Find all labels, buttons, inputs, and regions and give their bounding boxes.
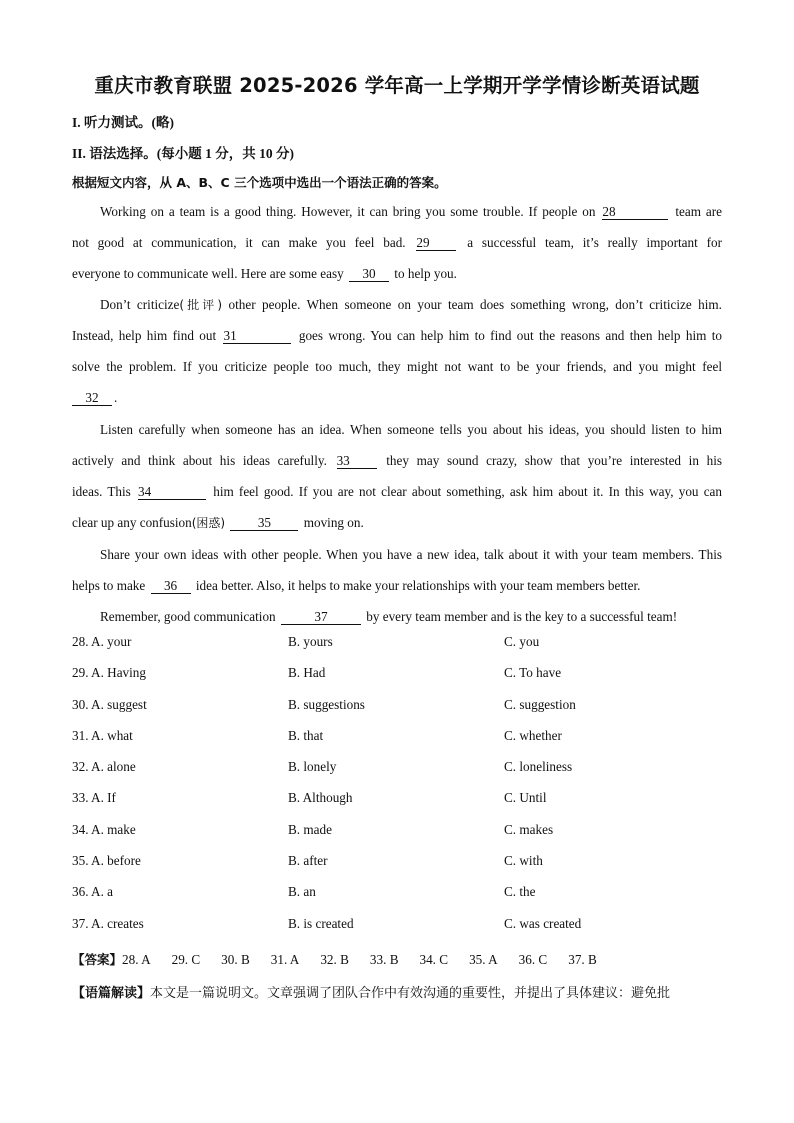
option-b: B. Although [288,790,353,806]
option-a: 36. A. a [72,884,114,900]
passage-line: everyone to communicate well. Here are some easy 30 to help you. [72,266,457,281]
passage-paragraph-5 [72,601,722,632]
option-c: C. the [504,884,536,900]
option-a: 28. A. your [72,634,132,649]
page-title: 重庆市教育联盟 2025-2026 学年高一上学期开学学情诊断英语试题 [94,74,700,97]
passage-analysis [72,982,722,1001]
answer-key [72,950,722,968]
passage-line: solve the problem. If you criticize people too much, they might not want to be your friends, and you might feel [72,359,722,374]
option-row-31 [72,728,722,759]
option-b: B. Had [288,665,326,681]
passage-line: Instead, help him find out 31 goes wrong. You can help him to find out the reasons and then help him to [72,328,723,343]
passage-line: Don’t criticize(批评) other people. When someone on your team does something wrong, don’t criticize him. [100,297,722,312]
analysis-tag: 【语篇解读】 [72,986,151,1001]
option-c: C. with [504,853,543,869]
passage-line: Share your own ideas with other people. When you have a new idea, talk about it with your team members. This [100,547,722,562]
option-c: C. To have [504,665,562,681]
blank-36: 36 [151,578,191,594]
blank-29: 29 [416,235,456,251]
passage-paragraph-3 [72,414,722,538]
option-row-35 [72,853,722,884]
passage-paragraph-4 [72,539,722,601]
answer-item: 28. A [122,952,151,967]
blank-30: 30 [349,266,389,282]
option-c: C. whether [504,727,562,743]
answer-tag: 【答案】 [72,952,123,967]
blank-37: 37 [281,609,361,625]
passage-line: helps to make 36 idea better. Also, it helps to make your relationships with your team members better. [72,578,641,593]
option-row-36 [72,884,722,915]
option-b: B. is created [288,915,354,931]
blank-35: 35 [230,515,298,531]
answer-item: 32. B [320,952,349,967]
option-a: 32. A. alone [72,759,136,775]
blank-33: 33 [337,453,377,469]
option-a: 37. A. creates [72,915,144,931]
answer-item: 34. C [419,952,449,967]
answer-item: 30. B [221,952,250,967]
passage-line: clear up any confusion(困惑) 35 moving on. [72,515,364,530]
option-b: B. made [288,821,332,837]
blank-28: 28 [602,204,668,220]
analysis-text: 本文是一篇说明文。文章强调了团队合作中有效沟通的重要性，并提出了具体建议：避免批 [150,986,671,1001]
option-b: B. that [288,727,324,743]
option-c: C. Until [504,790,547,806]
passage-paragraph-2 [72,289,722,413]
passage-line: Remember, good communication 37 by every team member and is the key to a successful team! [100,609,678,624]
option-row-37 [72,916,722,947]
option-c: C. loneliness [504,759,573,775]
passage-line: 32 . [72,382,722,413]
blank-31: 31 [223,328,291,344]
answer-item: 37. B [568,952,597,967]
option-b: B. an [288,884,316,900]
passage-line: not good at communication, it can make you feel bad. 29 a successful team, it’s really important for [72,235,722,250]
option-a: 35. A. before [72,853,141,869]
options-list [72,634,722,947]
option-a: 29. A. Having [72,665,146,681]
option-c: C. suggestion [504,696,576,712]
passage-line: ideas. This 34 him feel good. If you are not clear about something, ask him about it. In this way, you can [72,484,723,499]
option-row-32 [72,759,722,790]
blank-32: 32 [72,390,112,406]
option-row-30 [72,697,722,728]
section-grammar-heading: II. 语法选择。(每小题 1 分，共 10 分) [72,146,294,161]
option-a: 30. A. suggest [72,696,147,712]
option-row-33 [72,790,722,821]
answer-item: 33. B [369,952,399,967]
option-c: C. you [504,634,540,649]
option-a: 33. A. If [72,790,116,806]
option-row-28 [72,634,722,665]
option-b: B. after [288,853,328,869]
option-c: C. was created [504,915,582,931]
option-b: B. lonely [288,759,337,775]
option-b: B. yours [288,634,333,649]
passage-line: actively and think about his ideas carefully. 33 they may sound crazy, show that you’re interested in his [72,453,722,468]
option-b: B. suggestions [288,696,365,712]
instruction-text: 根据短文内容，从 A、B、C 三个选项中选出一个语法正确的答案。 [72,175,447,190]
passage-line: Listen carefully when someone has an idea. When someone tells you about his ideas, you should listen to him [100,422,722,437]
option-a: 31. A. what [72,727,133,743]
blank-34: 34 [138,484,206,500]
answer-item: 36. C [518,952,548,967]
passage-paragraph-1 [72,196,722,289]
option-a: 34. A. make [72,821,136,837]
option-c: C. makes [504,821,554,837]
option-row-29 [72,665,722,696]
answer-item: 29. C [171,952,201,967]
section-listening-heading: I. 听力测试。(略) [72,115,174,130]
answer-item: 31. A [270,952,300,967]
answer-item: 35. A [469,952,498,967]
option-row-34 [72,822,722,853]
passage-line: Working on a team is a good thing. However, it can bring you some trouble. If people on 28 team are [100,204,722,219]
